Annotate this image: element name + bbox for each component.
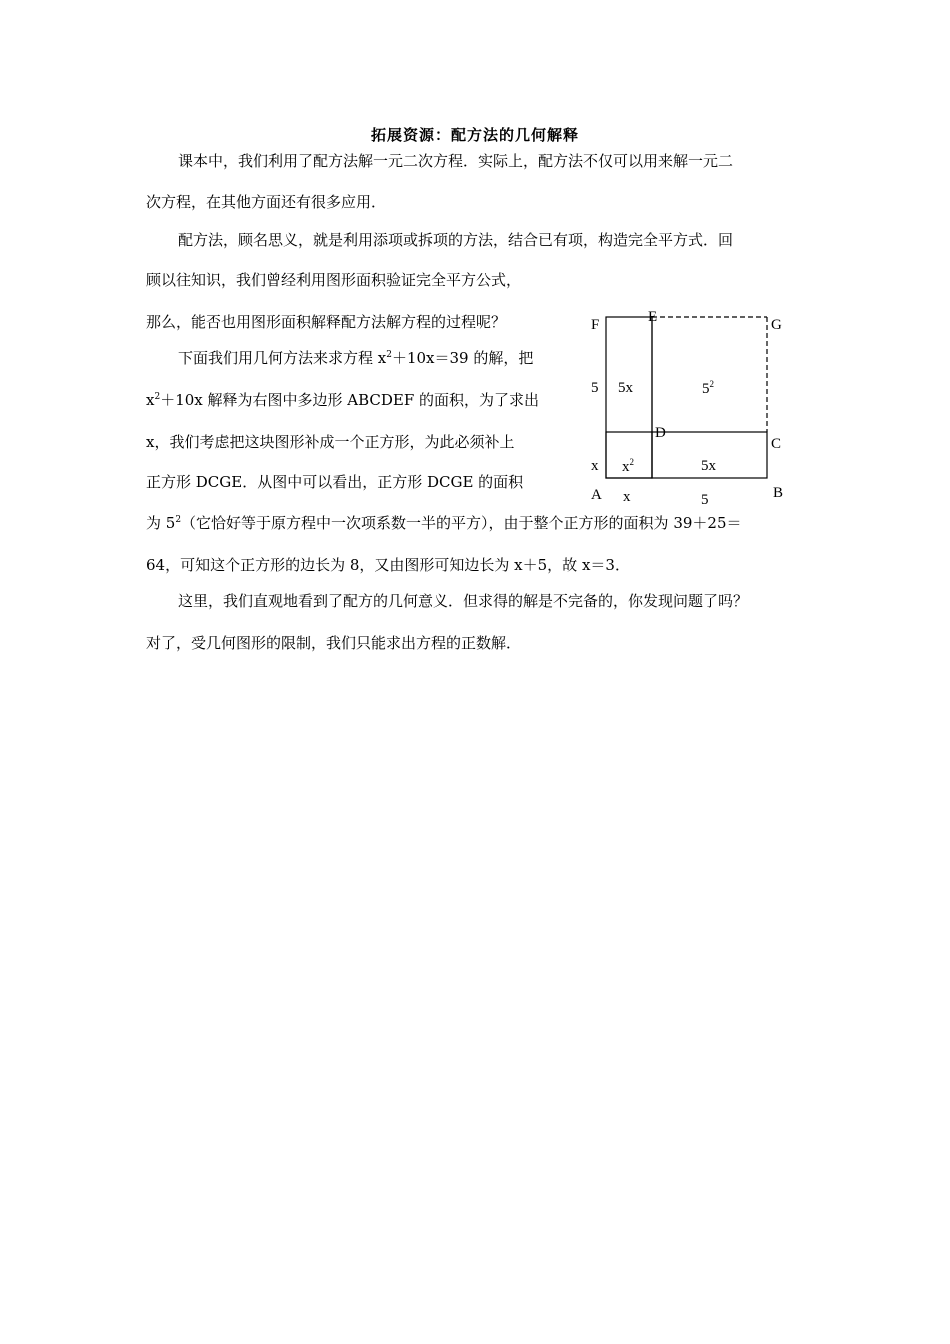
paragraph-3-line-6: 64，可知这个正方形的边长为 8，又由图形可知边长为 x＋5，故 x＝3．	[146, 556, 630, 574]
area-5-squared: $5^2$	[702, 379, 714, 397]
paragraph-2-line-3: 那么，能否也用图形面积解释配方法解方程的过程呢？	[146, 313, 507, 331]
label-bottom-5: 5	[701, 492, 709, 508]
label-e: E	[648, 309, 658, 325]
label-bottom-x: x	[623, 489, 631, 505]
paragraph-2-line-2: 顾以往知识，我们曾经利用图形面积验证完全平方公式，	[146, 271, 522, 289]
area-5x-left: 5x	[618, 380, 633, 396]
paragraph-3-line-1: 下面我们用几何方法来求方程 $x^2+10x=39$ 的解，把	[178, 349, 534, 367]
label-g: G	[771, 317, 782, 333]
label-c: C	[771, 436, 782, 452]
page-title: 拓展资源：配方法的几何解释	[370, 126, 579, 144]
geometry-diagram	[580, 305, 800, 510]
paragraph-1-line-1: 课本中，我们利用了配方法解一元二次方程．实际上，配方法不仅可以用来解一元二	[178, 152, 734, 170]
paragraph-2-line-1: 配方法，顾名思义，就是利用添项或拆项的方法，结合已有项，构造完全平方式．回	[178, 231, 734, 249]
area-5x-bottom: 5x	[701, 458, 716, 474]
label-f: F	[591, 317, 600, 333]
paragraph-3-line-3: x，我们考虑把这块图形补成一个正方形，为此必须补上	[146, 433, 515, 451]
rect-fe-column	[606, 317, 652, 478]
paragraph-1-line-2: 次方程，在其他方面还有很多应用．	[146, 193, 387, 211]
label-side-x: x	[591, 458, 599, 474]
label-side-5: 5	[591, 380, 599, 396]
paragraph-4-line-2: 对了，受几何图形的限制，我们只能求出方程的正数解．	[146, 634, 522, 652]
paragraph-3-line-2: $x^2+10x$ 解释为右图中多边形 ABCDEF 的面积，为了求出	[146, 391, 540, 409]
paragraph-4-line-1: 这里，我们直观地看到了配方的几何意义．但求得的解是不完备的，你发现问题了吗？	[178, 592, 749, 610]
paragraph-3-line-5: 为 $5^2$（它恰好等于原方程中一次项系数一半的平方），由于整个正方形的面积为 39＋25＝	[146, 514, 742, 532]
label-d: D	[655, 425, 666, 441]
paragraph-3-line-4: 正方形 DCGE．从图中可以看出，正方形 DCGE 的面积	[146, 473, 524, 491]
label-a: A	[591, 487, 602, 503]
completing-square-figure	[580, 305, 800, 514]
label-b: B	[773, 485, 784, 501]
area-x-squared: $x^2$	[622, 457, 634, 475]
